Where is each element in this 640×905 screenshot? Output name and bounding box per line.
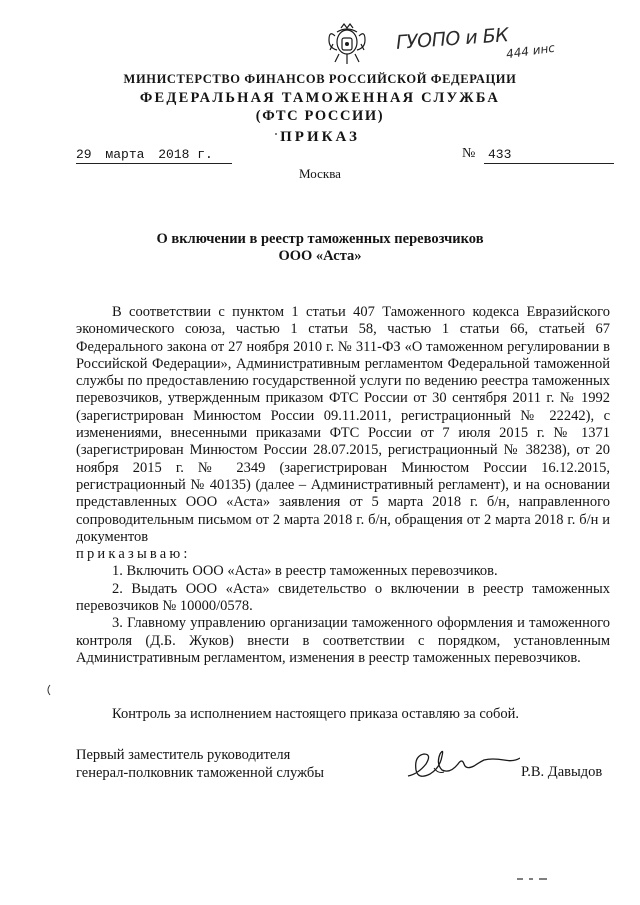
order-date-day: 29 (76, 147, 92, 162)
service-name: ФЕДЕРАЛЬНАЯ ТАМОЖЕННАЯ СЛУЖБА (139, 90, 501, 106)
document-type: ПРИКАЗ (280, 129, 360, 145)
order-item-1: 1. Включить ООО «Аста» в реестр таможенных перевозчиков. (112, 563, 498, 580)
order-body (76, 304, 610, 667)
order-date-month: марта (105, 147, 145, 162)
order-preamble: В соответствии с пунктом 1 статьи 407 Таможенного кодекса Евразийского экономического союза, частью 1 статьи 58, частью 1 статьи 66, статьей 67 Федерального закона от 27 ноября 2010 г. № 311-ФЗ «О таможенном регулировании в Российской Федерации», Административным регламентом Федеральной таможенной службы по предоставлению государственной услуги по ведению реестра таможенных перевозчиков, утвержденным приказом ФТС России от 30 сентября 2011 г. № 1992 (зарегистрирован Минюстом России 09.11.2011, регистрационный № 22242), с изменениями, внесенными приказами ФТС России от 7 июля 2015 г. № 1371 (зарегистрирован Минюстом России 28.07.2015, регистрационный № 38238), от 20 ноября 2015 г. № 2349 (зарегистрирован Минюстом России 16.12.2015, регистрационный № 40135) (далее – Административный регламент), и на основании представленных ООО «Аста» заявления от 5 марта 2018 г. б/н, направленного сопроводительным письмом от 2 марта 2018 г. б/н, обращения от 2 марта 2018 г. б/н и документов (76, 304, 610, 545)
coat-of-arms-emblem (327, 22, 367, 68)
handwritten-note (396, 22, 596, 72)
order-date (76, 147, 232, 164)
service-short-name: (ФТС РОССИИ) (255, 108, 385, 124)
order-city: Москва (299, 166, 341, 181)
scan-mark (517, 876, 547, 882)
scan-speck (273, 131, 279, 137)
scan-mark (46, 684, 52, 696)
order-title-line-2: ООО «Аста» (278, 248, 362, 264)
ministry-name: МИНИСТЕРСТВО ФИНАНСОВ РОССИЙСКОЙ ФЕДЕРАЦИИ (123, 72, 517, 86)
signatory-name: Р.В. Давыдов (521, 764, 603, 780)
handwritten-note-secondary: 444 инс (505, 40, 556, 62)
control-clause: Контроль за исполнением настоящего приказа оставляю за собой. (112, 706, 520, 722)
decree-word: приказываю: (76, 546, 191, 563)
order-number: 433 (484, 147, 614, 164)
signatory-position (76, 746, 324, 782)
order-item-2: 2. Выдать ООО «Аста» свидетельство о включении в реестр таможенных перевозчиков № 10000/0578. (76, 580, 610, 615)
order-item-3: 3. Главному управлению организации таможенного оформления и таможенного контроля (Д.Б. Жуков) внести в соответствии с порядком, установленным Административным регламентом, изменения в реестр таможенных перевозчиков. (76, 615, 610, 666)
handwritten-signature (404, 742, 520, 786)
order-title-line-1: О включении в реестр таможенных перевозчиков (156, 231, 484, 247)
order-title (0, 231, 640, 265)
handwritten-note-main: ГУОПО и БК (395, 24, 509, 54)
order-date-year: 2018 г. (158, 147, 213, 162)
signatory-position-line-2: генерал-полковник таможенной службы (76, 765, 325, 781)
signatory-position-line-1: Первый заместитель руководителя (76, 747, 291, 763)
order-number-label: № (462, 146, 476, 161)
